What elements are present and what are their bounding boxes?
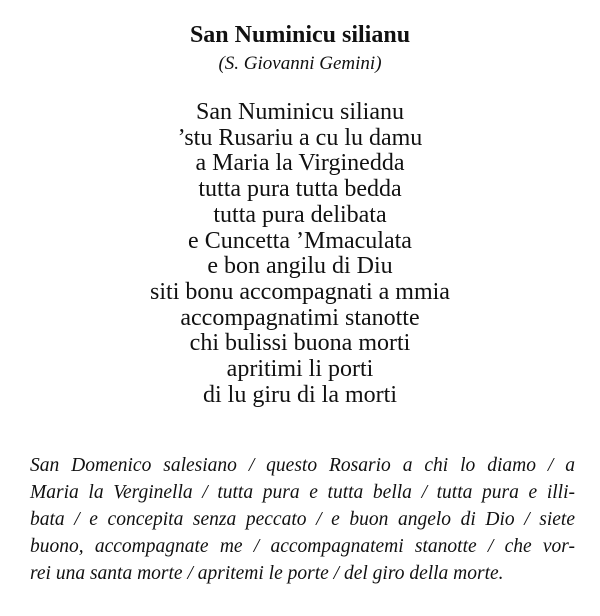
poem-title: San Numinicu silianu: [189, 22, 411, 48]
translation-line: bata / e concepita senza peccato / e buon angelo di Dio / siete: [30, 509, 575, 530]
poem-line: tutta pura delibata: [213, 201, 387, 228]
poem-line: siti bonu accompagnati a mmia: [150, 278, 450, 305]
poem-line: San Numinicu silianu: [196, 99, 404, 125]
poem-line: ’stu Rusariu a cu lu damu: [177, 124, 423, 151]
poem-line: e Cuncetta ’Mmaculata: [188, 227, 412, 254]
poem-line: e bon angilu di Diu: [207, 253, 393, 280]
poem-subtitle: (S. Giovanni Gemini): [218, 53, 382, 74]
translation-line: Maria la Verginella / tutta pura e tutta bella / tutta pura e illi-: [30, 482, 575, 503]
italian-translation: [30, 452, 575, 587]
translation-line: buono, accompagnate me / accompagnatemi stanotte / che vor-: [30, 536, 575, 557]
translation-line: San Domenico salesiano / questo Rosario a chi lo diamo / a: [30, 455, 575, 476]
poem-line: accompagnatimi stanotte: [180, 304, 420, 331]
poem-line: apritimi li porti: [226, 356, 374, 383]
poem-line: di lu giru di la morti: [203, 381, 397, 408]
poem-line: tutta pura tutta bedda: [198, 176, 402, 203]
translation-line: rei una santa morte / apritemi le porte / del giro della morte.: [30, 563, 504, 584]
poem-verses: [0, 100, 600, 408]
poem-line: chi bulissi buona morti: [189, 330, 411, 357]
poem-line: a Maria la Virginedda: [195, 150, 405, 177]
